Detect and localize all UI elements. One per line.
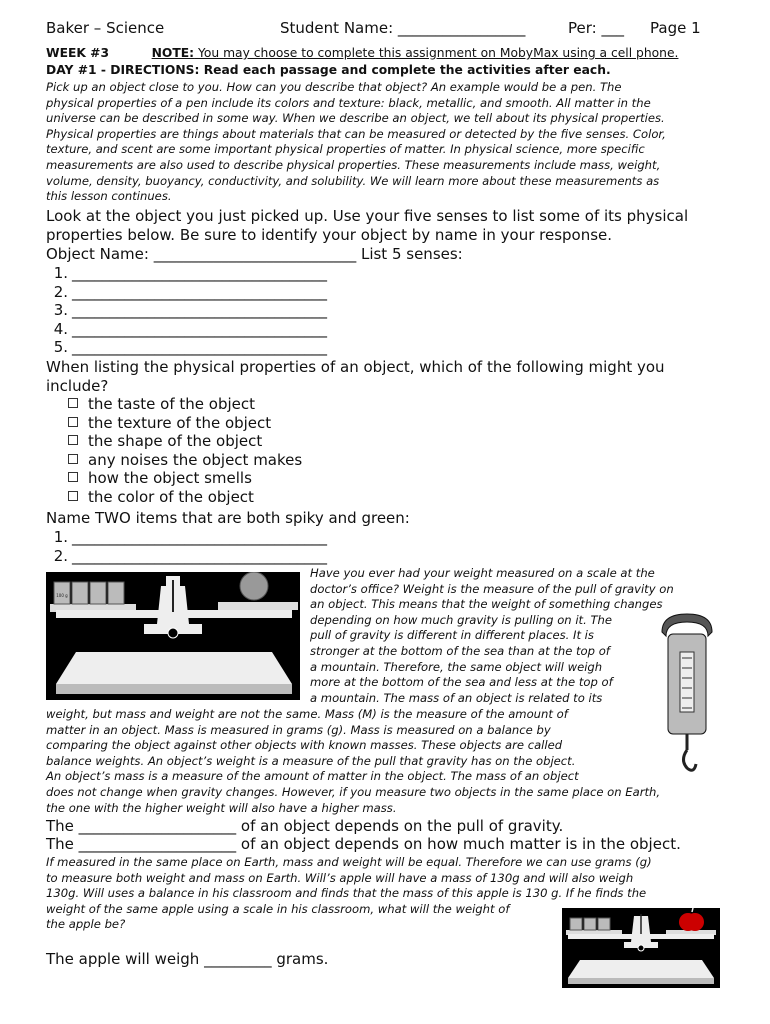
- checkbox-icon[interactable]: [68, 491, 78, 501]
- student-name-field[interactable]: Student Name: _________________: [280, 19, 526, 37]
- list-item[interactable]: 2. __________________________________: [53, 546, 327, 565]
- list-item[interactable]: 3. __________________________________: [53, 301, 327, 319]
- period-field[interactable]: Per: ___: [568, 19, 624, 37]
- page-number: Page 1: [650, 19, 701, 37]
- passage-weight: Have you ever had your weight measured on a scale at the doctor’s office? Weight is the measure of the pull of gravity on an object. This means that the weight of something changes depending on how much gravity is pulling on it. The pull of gravity is different in different places. It is stronger at the bottom of the sea than at the top of a mountain. Therefore, the same object will weigh more at the bottom of the sea and less at the top of a mountain. The mass of an object is related to its: [310, 566, 674, 705]
- passage-physical-properties: Pick up an object close to you. How can you describe that object? An example would be a pen. The physical properties of a pen include its colors and texture: black, metallic, and smooth. All matter in the universe can be described in some way. When we describe an object, we tell about its physical properties. Physical properties are things about materials that can be measured or detected by the five senses. Color, texture, and scent are some important physical properties of matter. In physical science, more specific measurements are also used to describe physical properties. These measurements include mass, weight, volume, density, buoyancy, conductivity, and solubility. We will learn more about these measurements as this lesson continues.: [46, 80, 666, 204]
- checkbox-icon[interactable]: [68, 435, 78, 445]
- fill-blank-mass[interactable]: The _____________________ of an object depends on how much matter is in the object.: [46, 835, 681, 853]
- checkbox-option[interactable]: the texture of the object: [68, 414, 302, 433]
- checkbox-options: [68, 395, 302, 506]
- directions: DAY #1 - DIRECTIONS: Read each passage and complete the activities after each.: [46, 63, 611, 77]
- task-instructions: Look at the object you just picked up. Use your five senses to list some of its physical properties below. Be sure to identify your object by name in your response.: [46, 207, 689, 244]
- week-line: [46, 46, 678, 60]
- list-item[interactable]: 4. __________________________________: [53, 319, 327, 338]
- checkbox-option[interactable]: the shape of the object: [68, 432, 302, 451]
- question-spiky-green: Name TWO items that are both spiky and green:: [46, 509, 410, 527]
- checkbox-icon[interactable]: [68, 417, 78, 427]
- list-item[interactable]: 2. __________________________________: [53, 282, 327, 301]
- note-text: You may choose to complete this assignment on MobyMax using a cell phone.: [194, 46, 679, 60]
- course-title: Baker – Science: [46, 19, 165, 37]
- svg-text:100 g: 100 g: [56, 593, 68, 598]
- passage-mass: weight, but mass and weight are not the same. Mass (M) is the measure of the amount of matter in an object. Mass is measured in grams (g). Mass is measured on a balance by comparing the object against other objects with known masses. These objects are called balance weights. An object’s weight is a measure of the pull that gravity has on the object. An object’s mass is a measure of the amount of matter in the object. The mass of an object does not change when gravity changes. However, if you measure two objects in the same place on Earth, the one with the higher weight will also have a higher mass.: [46, 707, 661, 815]
- note-label: NOTE:: [151, 46, 195, 60]
- list-item[interactable]: 5. __________________________________: [53, 338, 327, 356]
- list-item[interactable]: 1. __________________________________: [53, 264, 327, 282]
- spiky-list: [46, 528, 327, 565]
- checkbox-icon[interactable]: [68, 454, 78, 464]
- object-name-field[interactable]: Object Name: ___________________________ List 5 senses:: [46, 245, 463, 263]
- checkbox-option[interactable]: how the object smells: [68, 469, 302, 488]
- apple-balance-image: [562, 908, 720, 988]
- checkbox-icon[interactable]: [68, 398, 78, 408]
- checkbox-option[interactable]: any noises the object makes: [68, 451, 302, 470]
- balance-scale-image: [46, 572, 300, 700]
- list-item[interactable]: 1. __________________________________: [53, 528, 327, 546]
- fill-blank-weight[interactable]: The _____________________ of an object depends on the pull of gravity.: [46, 817, 564, 835]
- checkbox-option[interactable]: the taste of the object: [68, 395, 302, 414]
- apple-weight-answer[interactable]: The apple will weigh _________ grams.: [46, 950, 329, 968]
- checkbox-option[interactable]: the color of the object: [68, 488, 302, 507]
- week-label: WEEK #3: [46, 46, 110, 60]
- checkbox-icon[interactable]: [68, 472, 78, 482]
- senses-list: [46, 264, 327, 357]
- question-physical-properties: When listing the physical properties of an object, which of the following might you include?: [46, 358, 665, 395]
- passage-apple: If measured in the same place on Earth, mass and weight will be equal. Therefore we can use grams (g) to measure both weight and mass on Earth. Will’s apple will have a mass of 130g and will also weigh 130g. Will uses a balance in his classroom and finds that the mass of this apple is 130 g. If he finds the weight of the same apple using a scale in his classroom, what will the weight of the apple be?: [46, 855, 652, 932]
